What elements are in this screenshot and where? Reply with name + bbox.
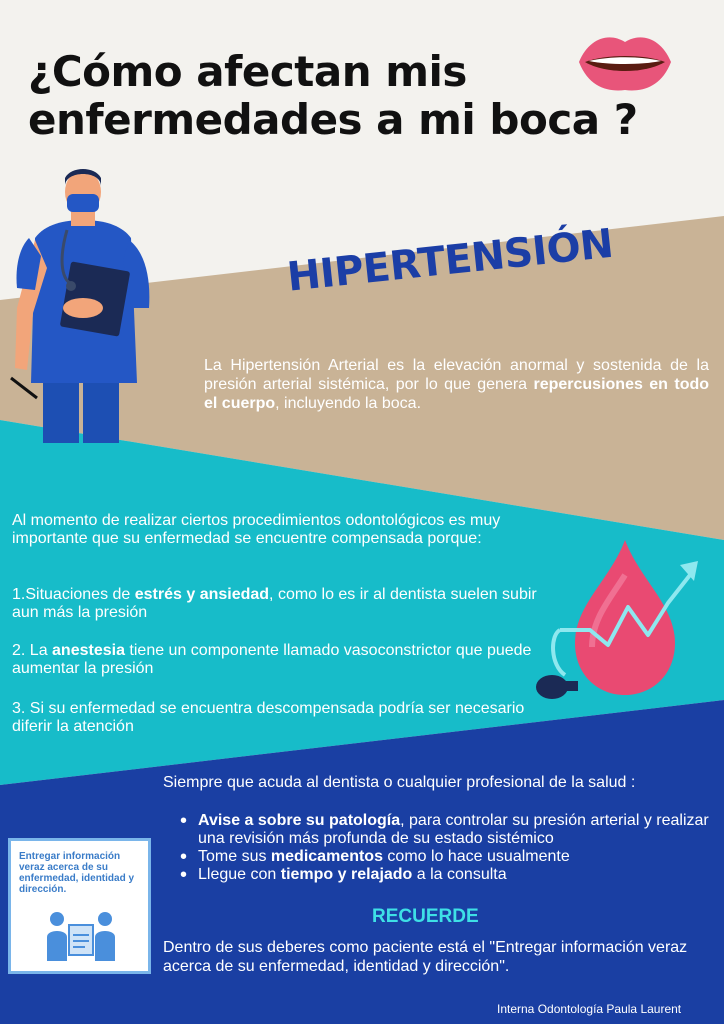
procedures-lead: Al momento de realizar ciertos procedimientos odontológicos es muy importante que su enfermedad se encuentre compensada porque:	[12, 512, 501, 547]
remember-title: RECUERDE	[372, 906, 479, 927]
procedure-item-3: 3. Si su enfermedad se encuentra descompensada podría ser necesario diferir la atención	[12, 700, 525, 735]
procedure-item-2: 2. La anestesia tiene un componente llamado vasoconstrictor que puede aumentar la presión	[12, 642, 532, 677]
list-item: • Llegue con tiempo y relajado a la consulta	[178, 866, 723, 884]
lips-icon	[575, 30, 675, 94]
remember-text: Dentro de sus deberes como paciente está el "Entregar información veraz acerca de su enfermedad, identidad y dirección".	[163, 939, 688, 975]
patient-duty-card	[8, 838, 151, 974]
blood-drop-icon	[530, 535, 720, 705]
list-item: • Avise a sobre su patología, para controlar su presión arterial y realizar una revisión más profunda de su estado sistémico	[178, 812, 723, 848]
author-credit: Interna Odontología Paula Laurent	[497, 1002, 682, 1016]
procedure-item-1: 1.Situaciones de estrés y ansiedad, como lo es ir al dentista suelen subir aun más la presión	[12, 586, 537, 621]
list-item: • Tome sus medicamentos como lo hace usualmente	[178, 848, 723, 866]
section-title: HIPERTENSIÓN	[285, 220, 616, 301]
doctor-illustration	[5, 168, 155, 443]
pressure-gauge-icon	[536, 675, 578, 699]
card-text: Entregar información veraz acerca de su enfermedad, identidad y dirección.	[19, 851, 135, 895]
advice-list	[178, 812, 723, 884]
patient-doctor-icon	[45, 905, 117, 963]
intro-paragraph: La Hipertensión Arterial es la elevación anormal y sostenida de la presión arterial sistémica, por lo que genera repercusiones en todo el cuerpo, incluyendo la boca.	[204, 357, 710, 412]
page-title: ¿Cómo afectan mis enfermedades a mi boca ?	[28, 47, 638, 144]
advice-lead: Siempre que acuda al dentista o cualquier profesional de la salud :	[163, 774, 636, 791]
